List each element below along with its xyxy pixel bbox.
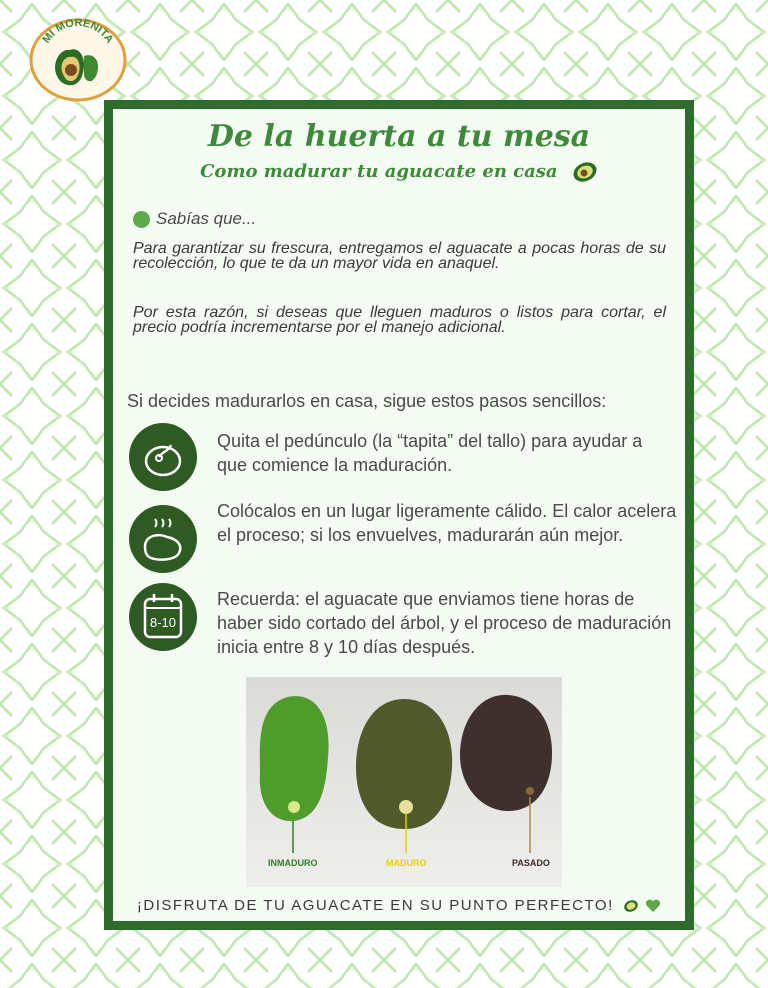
steps-intro: Si decides madurarlos en casa, sigue estos pasos sencillos: [127,391,607,411]
subtitle-text: Como madurar tu aguacate en casa [200,161,558,182]
label-maduro: MADURO [386,858,427,868]
warm-avocado-icon [129,505,197,573]
footer-text: ¡DISFRUTA DE TU AGUACATE EN SU PUNTO PERFECTO! [136,897,614,914]
brand-logo [28,16,128,102]
step-2-text: Colócalos en un lugar ligeramente cálido. El calor acelera el proceso; si los envuelves, madurarán aún mejor. [217,501,677,545]
step-3-text: Recuerda: el aguacate que enviamos tiene horas de haber sido cortado del árbol, y el proceso de maduración inicia entre 8 y 10 días después. [217,589,672,657]
calendar-range: 8-10 [149,615,177,630]
page-title: De la huerta a tu mesa [207,119,591,154]
green-dot-icon [133,211,150,228]
avocado-logo-icon [28,16,128,102]
calendar-icon [129,583,197,651]
avocado-small-icon [623,899,639,913]
avocado-icon [572,161,598,183]
info-paragraph-1: Para garantizar su frescura, entregamos el aguacate a pocas horas de su recolección, lo que te da un mayor vida en anaquel. [133,240,666,272]
did-you-know-text: Sabías que... [156,209,257,228]
step-1-text: Quita el pedúnculo (la “tapita” del tallo) para ayudar a que comience la maduración. [217,431,643,475]
avocado-photo-image [246,677,562,887]
brand-name: MI MORENITA [40,16,116,46]
avocado-ripeness-photo [246,677,562,887]
info-paragraph-2: Por esta razón, si deseas que lleguen maduros o listos para cortar, el precio podría incrementarse por el manejo adicional. [133,304,666,336]
footer-tagline [113,897,685,914]
did-you-know-heading [133,209,256,229]
page-subtitle [113,161,685,183]
avocado-stem-icon [129,423,197,491]
label-inmaduro: INMADURO [268,858,318,868]
green-heart-icon [645,899,661,913]
info-card [104,100,694,930]
label-pasado: PASADO [512,858,550,868]
